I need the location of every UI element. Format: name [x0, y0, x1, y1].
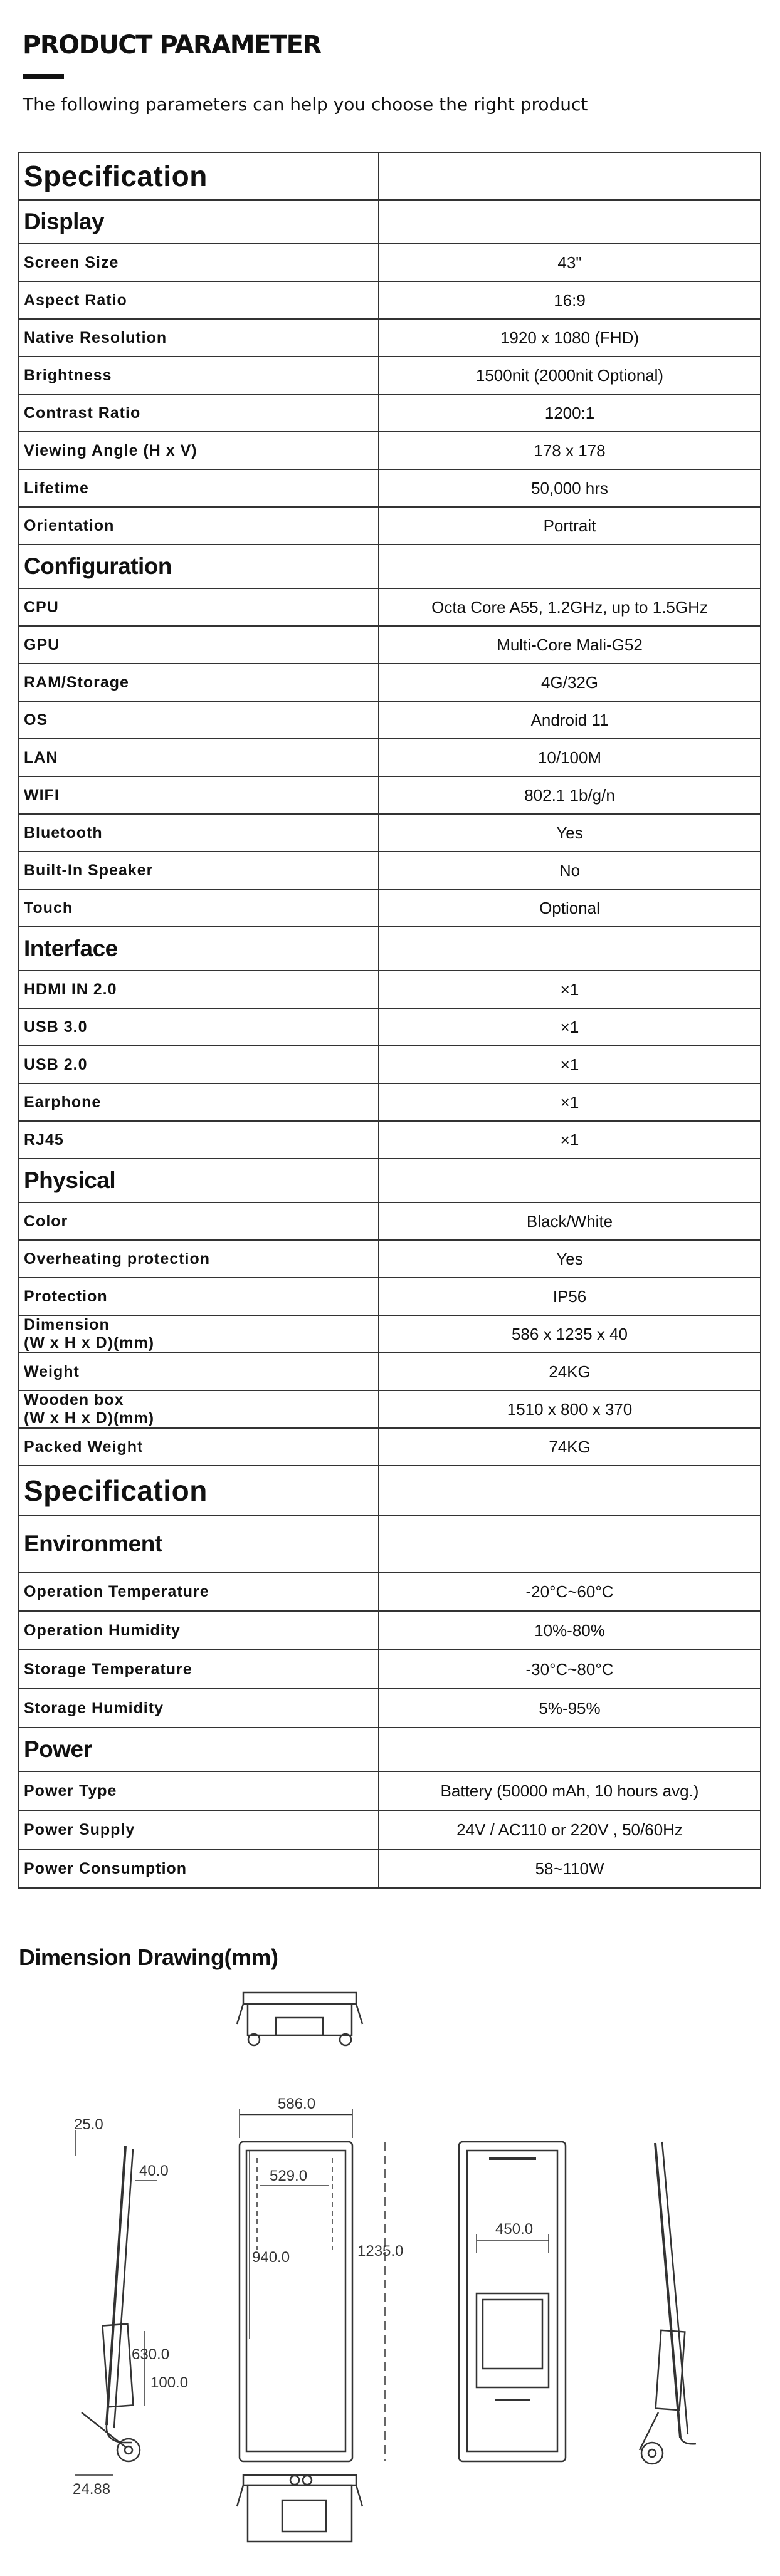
row-value: ×1	[379, 1083, 761, 1121]
row-value: ×1	[379, 971, 761, 1008]
dim-label-width: 586.0	[278, 2095, 316, 2112]
row-value: 586 x 1235 x 40	[379, 1315, 761, 1353]
row-key: HDMI IN 2.0	[18, 971, 379, 1008]
row-key: LAN	[18, 739, 379, 776]
table-row	[18, 1390, 761, 1428]
dim-label-foot: 24.88	[73, 2481, 111, 2498]
table-row	[18, 507, 761, 545]
row-key: WIFI	[18, 776, 379, 814]
table-row	[18, 1121, 761, 1159]
table-row	[18, 1572, 761, 1611]
table-row	[18, 776, 761, 814]
row-key-line1: Wooden box	[24, 1391, 124, 1409]
table-row	[18, 889, 761, 927]
row-value: 1500nit (2000nit Optional)	[379, 357, 761, 394]
spec-table	[18, 152, 761, 1889]
right-side-view-drawing	[640, 2142, 696, 2464]
section-display	[18, 200, 761, 244]
row-key: Operation Humidity	[18, 1611, 379, 1650]
table-row	[18, 1008, 761, 1046]
row-value: 178 x 178	[379, 432, 761, 469]
row-key: GPU	[18, 626, 379, 664]
dim-label-height: 1235.0	[357, 2243, 404, 2260]
table-row	[18, 1315, 761, 1353]
section-title: Power	[18, 1728, 379, 1771]
table-row	[18, 1810, 761, 1849]
row-key: Viewing Angle (H x V)	[18, 432, 379, 469]
table-row	[18, 588, 761, 626]
row-value: 24KG	[379, 1353, 761, 1390]
row-key: Touch	[18, 889, 379, 927]
row-value: 74KG	[379, 1428, 761, 1466]
table-row	[18, 357, 761, 394]
row-key: Built-In Speaker	[18, 852, 379, 889]
row-key: Overheating protection	[18, 1240, 379, 1278]
table-row	[18, 1240, 761, 1278]
row-key: Packed Weight	[18, 1428, 379, 1466]
section-configuration	[18, 545, 761, 588]
page-title: PRODUCT PARAMETER	[23, 31, 321, 60]
dim-label-depth: 40.0	[139, 2162, 169, 2179]
table-row	[18, 1650, 761, 1689]
section-power	[18, 1728, 761, 1771]
back-view-drawing	[459, 2142, 566, 2461]
row-key: Color	[18, 1202, 379, 1240]
row-key-line2: (W x H x D)(mm)	[24, 1334, 155, 1352]
row-key-line1: Dimension	[24, 1316, 110, 1334]
section-physical	[18, 1159, 761, 1202]
spec-heading-row	[18, 152, 761, 200]
table-row	[18, 1771, 761, 1810]
table-row	[18, 1611, 761, 1650]
row-key: USB 2.0	[18, 1046, 379, 1083]
page-subtitle: The following parameters can help you choose the right product	[23, 94, 588, 115]
row-value: 43"	[379, 244, 761, 281]
table-row	[18, 626, 761, 664]
row-value: ×1	[379, 1121, 761, 1159]
row-key	[18, 1315, 379, 1353]
table-row	[18, 852, 761, 889]
row-value: Android 11	[379, 701, 761, 739]
bottom-view-drawing	[237, 2475, 362, 2542]
row-value: IP56	[379, 1278, 761, 1315]
table-row	[18, 469, 761, 507]
dim-label-base-height: 100.0	[150, 2374, 189, 2391]
left-side-view-drawing	[75, 2130, 157, 2475]
row-key: Power Supply	[18, 1810, 379, 1849]
row-value: Optional	[379, 889, 761, 927]
row-value: Yes	[379, 814, 761, 852]
top-view-drawing	[237, 1993, 362, 2045]
row-key: Screen Size	[18, 244, 379, 281]
row-key: Aspect Ratio	[18, 281, 379, 319]
row-value: 1920 x 1080 (FHD)	[379, 319, 761, 357]
row-value: ×1	[379, 1046, 761, 1083]
table-row	[18, 1428, 761, 1466]
title-underline	[23, 74, 64, 79]
row-value: 16:9	[379, 281, 761, 319]
spec-heading: Specification	[18, 152, 379, 200]
dimension-drawings	[0, 1974, 780, 2575]
section-environment	[18, 1516, 761, 1572]
spec-heading: Specification	[18, 1466, 379, 1516]
table-row	[18, 814, 761, 852]
section-title: Interface	[18, 927, 379, 971]
row-value: 50,000 hrs	[379, 469, 761, 507]
spec-heading-row-2	[18, 1466, 761, 1516]
row-key: Bluetooth	[18, 814, 379, 852]
table-row	[18, 1849, 761, 1888]
dim-label-tilt: 25.0	[74, 2116, 103, 2133]
row-key: Power Consumption	[18, 1849, 379, 1888]
row-value: 58~110W	[379, 1849, 761, 1888]
dim-label-box-height: 630.0	[132, 2346, 170, 2363]
row-value: 802.1 1b/g/n	[379, 776, 761, 814]
row-key: CPU	[18, 588, 379, 626]
table-row	[18, 1278, 761, 1315]
table-row	[18, 319, 761, 357]
row-key	[18, 1390, 379, 1428]
row-key: Operation Temperature	[18, 1572, 379, 1611]
row-value: Octa Core A55, 1.2GHz, up to 1.5GHz	[379, 588, 761, 626]
row-key: Weight	[18, 1353, 379, 1390]
table-row	[18, 244, 761, 281]
dimension-drawing-title: Dimension Drawing(mm)	[19, 1944, 278, 1970]
row-key-line2: (W x H x D)(mm)	[24, 1409, 155, 1427]
row-key: Brightness	[18, 357, 379, 394]
row-key: USB 3.0	[18, 1008, 379, 1046]
dim-label-screen-height: 940.0	[252, 2249, 290, 2266]
row-value: Multi-Core Mali-G52	[379, 626, 761, 664]
row-key: Contrast Ratio	[18, 394, 379, 432]
table-row	[18, 1083, 761, 1121]
row-value: 5%-95%	[379, 1689, 761, 1728]
table-row	[18, 1353, 761, 1390]
table-row	[18, 432, 761, 469]
row-key: Storage Humidity	[18, 1689, 379, 1728]
row-key: RAM/Storage	[18, 664, 379, 701]
section-title: Environment	[18, 1516, 379, 1572]
row-key: Power Type	[18, 1771, 379, 1810]
row-value: Black/White	[379, 1202, 761, 1240]
row-key: Storage Temperature	[18, 1650, 379, 1689]
row-value: 10/100M	[379, 739, 761, 776]
row-value: ×1	[379, 1008, 761, 1046]
page-header	[23, 33, 588, 115]
row-key: Earphone	[18, 1083, 379, 1121]
table-row	[18, 664, 761, 701]
row-key: RJ45	[18, 1121, 379, 1159]
row-value: 1510 x 800 x 370	[379, 1390, 761, 1428]
table-row	[18, 1202, 761, 1240]
row-value: No	[379, 852, 761, 889]
row-value: 10%-80%	[379, 1611, 761, 1650]
row-value: -20°C~60°C	[379, 1572, 761, 1611]
row-key: Protection	[18, 1278, 379, 1315]
table-row	[18, 1689, 761, 1728]
row-value: Portrait	[379, 507, 761, 545]
row-value: Yes	[379, 1240, 761, 1278]
table-row	[18, 739, 761, 776]
section-title: Configuration	[18, 545, 379, 588]
row-value: Battery (50000 mAh, 10 hours avg.)	[379, 1771, 761, 1810]
row-key: Native Resolution	[18, 319, 379, 357]
row-key: Orientation	[18, 507, 379, 545]
front-view-drawing	[240, 2109, 385, 2461]
row-key: OS	[18, 701, 379, 739]
dim-label-back-width: 450.0	[495, 2221, 534, 2238]
table-row	[18, 971, 761, 1008]
table-row	[18, 701, 761, 739]
section-title: Display	[18, 200, 379, 244]
section-title: Physical	[18, 1159, 379, 1202]
row-value: 1200:1	[379, 394, 761, 432]
dim-label-screen-width: 529.0	[270, 2167, 308, 2184]
row-value: -30°C~80°C	[379, 1650, 761, 1689]
row-value: 4G/32G	[379, 664, 761, 701]
table-row	[18, 394, 761, 432]
row-key: Lifetime	[18, 469, 379, 507]
table-row	[18, 1046, 761, 1083]
row-value: 24V / AC110 or 220V , 50/60Hz	[379, 1810, 761, 1849]
section-interface	[18, 927, 761, 971]
table-row	[18, 281, 761, 319]
